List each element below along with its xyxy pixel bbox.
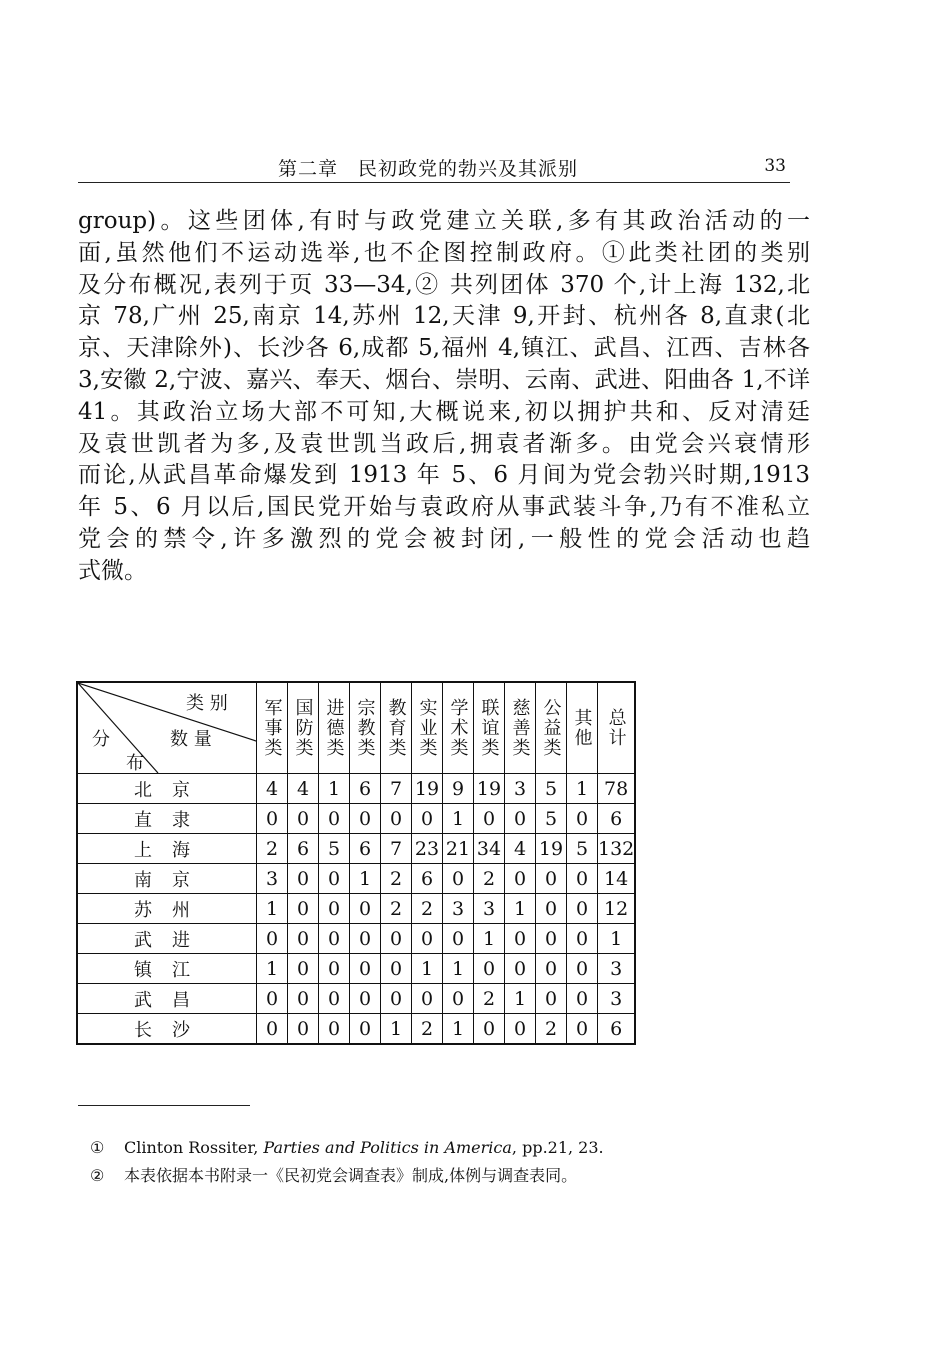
table-cell: 3 [474,894,505,924]
table-cell: 6 [288,834,319,864]
running-header [78,150,790,183]
corner-cell [77,682,257,774]
statistics-table [76,681,636,1045]
table-cell: 0 [412,924,443,954]
table-cell: 1 [598,924,636,954]
table-cell: 0 [505,924,536,954]
body-line: 年 5、6 月以后,国民党开始与袁政府从事武装斗争,乃有不准私立 [78,494,810,521]
table-cell: 0 [536,864,567,894]
table-cell: 1 [381,1014,412,1045]
row-label: 直隶 [77,804,257,834]
column-header: 学术类 [443,682,474,774]
table-cell: 6 [350,774,381,804]
table-cell: 34 [474,834,505,864]
table-cell: 0 [536,924,567,954]
table-cell: 0 [536,984,567,1014]
table-cell: 0 [288,1014,319,1045]
column-header: 进德类 [319,682,350,774]
table-cell: 1 [474,924,505,954]
table-cell: 21 [443,834,474,864]
table-cell: 0 [567,924,598,954]
table-cell: 0 [257,984,288,1014]
footnote-mark: ② [90,1166,105,1185]
table-cell: 0 [350,804,381,834]
table-cell: 19 [412,774,443,804]
table-cell: 0 [288,864,319,894]
table-cell: 0 [319,1014,350,1045]
body-line: 式微。 [78,557,147,584]
corner-distribution-label-1: 分 [92,729,110,750]
body-line: 党会的禁令,许多激烈的党会被封闭,一般性的党会活动也趋 [78,525,810,552]
body-line: 而论,从武昌革命爆发到 1913 年 5、6 月间为党会勃兴时期,1913 [78,462,810,489]
footnote-suffix: , pp.21, 23. [511,1138,604,1157]
table-row [77,954,635,984]
table-cell: 5 [319,834,350,864]
row-label: 北京 [77,774,257,804]
table-cell: 0 [443,924,474,954]
table-cell: 1 [257,894,288,924]
table-cell: 0 [567,954,598,984]
column-header: 军事类 [257,682,288,774]
table-cell: 0 [443,864,474,894]
column-header: 慈善类 [505,682,536,774]
row-label: 武进 [77,924,257,954]
footnote [90,1162,604,1190]
table-cell: 0 [381,924,412,954]
table-cell: 1 [505,984,536,1014]
table-cell: 0 [536,954,567,984]
table-row [77,894,635,924]
table-cell: 0 [474,1014,505,1045]
column-header: 总计 [598,682,636,774]
body-line: 及分布概况,表列于页 33—34,② 共列团体 370 个,计上海 132,北 [78,271,810,298]
table-cell: 3 [598,954,636,984]
table-cell: 132 [598,834,636,864]
table-cell: 4 [505,834,536,864]
table-cell: 2 [474,864,505,894]
table-row [77,834,635,864]
table-cell: 3 [598,984,636,1014]
table-cell: 2 [536,1014,567,1045]
table-cell: 0 [505,954,536,984]
table-cell: 0 [350,954,381,984]
body-line: 41。其政治立场大部不可知,大概说来,初以拥护共和、反对清廷 [78,398,810,425]
table-cell: 0 [567,864,598,894]
table-cell: 0 [288,894,319,924]
table-cell: 6 [598,1014,636,1045]
table-cell: 0 [567,1014,598,1045]
table-cell: 1 [257,954,288,984]
table-cell: 19 [474,774,505,804]
table-row [77,984,635,1014]
table-cell: 1 [443,954,474,984]
table-cell: 19 [536,834,567,864]
table-cell: 0 [319,804,350,834]
table-row [77,1014,635,1045]
table-header-row [77,682,635,774]
table-cell: 0 [505,864,536,894]
corner-category-label: 类 别 [186,693,228,714]
table-cell: 0 [567,984,598,1014]
table-cell: 2 [474,984,505,1014]
column-header: 其他 [567,682,598,774]
table-cell: 0 [381,804,412,834]
table-cell: 0 [288,954,319,984]
table-cell: 0 [288,804,319,834]
footnote-italic-title: Parties and Politics in America [263,1138,512,1157]
table-cell: 0 [474,804,505,834]
table-cell: 23 [412,834,443,864]
body-line: 京、天津除外)、长沙各 6,成都 5,福州 4,镇江、武昌、江西、吉林各 [78,335,810,362]
table-cell: 2 [412,1014,443,1045]
footnote-mark: ① [90,1138,105,1157]
body-text [78,206,810,588]
row-label: 镇江 [77,954,257,984]
table-cell: 9 [443,774,474,804]
chapter-title: 第二章 民初政党的勃兴及其派别 [278,158,579,180]
table-cell: 0 [257,1014,288,1045]
table-cell: 6 [598,804,636,834]
column-header: 联谊类 [474,682,505,774]
table-cell: 0 [412,804,443,834]
table-row [77,774,635,804]
table-cell: 1 [319,774,350,804]
table-cell: 0 [350,1014,381,1045]
table-cell: 0 [474,954,505,984]
body-line: 面,虽然他们不运动选举,也不企图控制政府。①此类社团的类别 [78,239,810,266]
column-header: 公益类 [536,682,567,774]
table-cell: 4 [257,774,288,804]
table-cell: 0 [257,804,288,834]
column-header: 国防类 [288,682,319,774]
table-cell: 0 [536,894,567,924]
page-number: 33 [764,156,786,176]
row-label: 南京 [77,864,257,894]
table-cell: 78 [598,774,636,804]
column-header: 实业类 [412,682,443,774]
row-label: 苏州 [77,894,257,924]
table-cell: 0 [319,864,350,894]
table-row [77,864,635,894]
table-cell: 6 [350,834,381,864]
table-row [77,804,635,834]
table-cell: 0 [350,894,381,924]
table-cell: 1 [350,864,381,894]
corner-distribution-label-2: 布 [126,753,144,774]
table-cell: 0 [319,894,350,924]
table-cell: 0 [505,804,536,834]
row-label: 武昌 [77,984,257,1014]
table-cell: 2 [412,894,443,924]
table-cell: 1 [412,954,443,984]
table-cell: 0 [412,984,443,1014]
row-label: 上海 [77,834,257,864]
table-cell: 0 [350,984,381,1014]
footnote-rule [78,1105,250,1106]
table-cell: 1 [505,894,536,924]
column-header: 教育类 [381,682,412,774]
row-label: 长沙 [77,1014,257,1045]
table-cell: 0 [319,924,350,954]
table-cell: 0 [381,984,412,1014]
table-cell: 3 [443,894,474,924]
table-cell: 5 [536,774,567,804]
table-cell: 0 [381,954,412,984]
table-cell: 0 [505,1014,536,1045]
corner-quantity-label: 数 量 [170,729,212,750]
table-cell: 0 [567,804,598,834]
table-cell: 0 [567,894,598,924]
table-cell: 12 [598,894,636,924]
table-cell: 4 [288,774,319,804]
table-cell: 0 [288,924,319,954]
table-cell: 2 [257,834,288,864]
table-cell: 5 [567,834,598,864]
table-cell: 5 [536,804,567,834]
table-cell: 0 [257,924,288,954]
table-cell: 7 [381,834,412,864]
table-cell: 7 [381,774,412,804]
table-cell: 6 [412,864,443,894]
table-row [77,924,635,954]
table-cell: 2 [381,864,412,894]
table-cell: 3 [257,864,288,894]
footnote [90,1134,604,1162]
table-cell: 0 [319,954,350,984]
footnotes [90,1134,604,1190]
column-header: 宗教类 [350,682,381,774]
table-cell: 3 [505,774,536,804]
body-line: group)。这些团体,有时与政党建立关联,多有其政治活动的一 [78,208,810,234]
body-line: 3,安徽 2,宁波、嘉兴、奉天、烟台、崇明、云南、武进、阳曲各 1,不详 [78,366,810,393]
table-cell: 1 [443,1014,474,1045]
footnote-text: 本表依据本书附录一《民初党会调查表》制成,体例与调查表同。 [124,1166,578,1185]
table-cell: 14 [598,864,636,894]
table-cell: 1 [567,774,598,804]
table-cell: 2 [381,894,412,924]
table-cell: 1 [443,804,474,834]
table-cell: 0 [350,924,381,954]
table-cell: 0 [443,984,474,1014]
body-line: 及袁世凯者为多,及袁世凯当政后,拥袁者渐多。由党会兴衰情形 [78,430,810,457]
body-line: 京 78,广州 25,南京 14,苏州 12,天津 9,开封、杭州各 8,直隶(北 [78,303,810,330]
table-cell: 0 [288,984,319,1014]
table-cell: 0 [319,984,350,1014]
footnote-text: Clinton Rossiter, [124,1138,264,1157]
